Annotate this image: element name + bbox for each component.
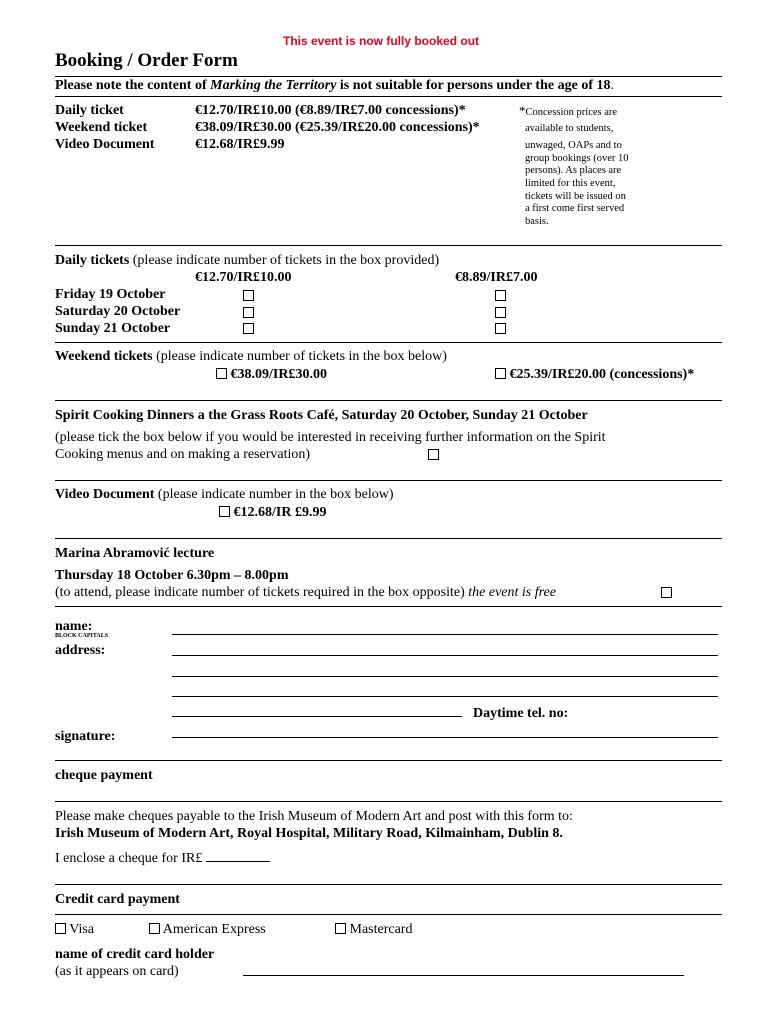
cheque-instruction: Please make cheques payable to the Irish Museum of Modern Art and post with this form to: [55,809,573,824]
divider [55,801,722,802]
divider [55,884,722,885]
spirit-cooking-info-checkbox[interactable] [428,449,439,460]
daily-col-concession-price: €8.89/IR£7.00 [455,270,538,285]
signature-field[interactable] [172,737,718,738]
divider [55,480,722,481]
sunday-full-ticket-box[interactable] [243,323,254,334]
name-field[interactable] [172,634,718,635]
price-value-video: €12.68/IR£9.99 [195,137,285,152]
museum-postal-address: Irish Museum of Modern Art, Royal Hospital, Military Road, Kilmainham, Dublin 8. [55,826,563,841]
age-warning [55,78,614,94]
video-document-box[interactable] [219,506,230,517]
concession-note-line: *Concession prices are [519,103,618,118]
saturday-concession-ticket-box[interactable] [495,307,506,318]
age-warning-post: is not suitable for persons under the age of 18 [336,78,611,93]
cheque-payment-heading: cheque payment [55,768,153,783]
divider [55,245,722,246]
cheque-amount-field[interactable] [206,851,270,862]
credit-card-heading: Credit card payment [55,892,180,907]
concession-note-line: basis. [525,215,549,227]
fully-booked-notice: This event is now fully booked out [283,34,480,48]
spirit-cooking-heading: Spirit Cooking Dinners a the Grass Roots Café, Saturday 20 October, Sunday 21 October [55,408,588,423]
price-value-daily: €12.70/IR£10.00 (€8.89/IR£7.00 concessions)* [195,103,466,118]
cardholder-name-label: name of credit card holder [55,947,215,962]
price-value-weekend: €38.09/IR£30.00 (€25.39/IR£20.00 concessions)* [195,120,480,135]
cardholder-name-note: (as it appears on card) [55,964,179,979]
lecture-free-note: the event is free [468,585,556,600]
video-document-heading: Video Document (please indicate number in the box below) [55,487,394,502]
daytime-phone-label: Daytime tel. no: [473,706,569,721]
concession-note-line: a first come first served [525,203,625,215]
age-warning-period: . [610,78,614,93]
age-warning-pre: Please note the content of [55,78,211,93]
concession-note-line: unwaged, OAPs and to [525,140,622,152]
day-saturday-label: Saturday 20 October [55,304,181,319]
weekend-full-option: €38.09/IR£30.00 [216,367,327,383]
card-option-visa: Visa [55,922,94,938]
page-title: Booking / Order Form [55,50,238,71]
divider [55,96,722,97]
friday-full-ticket-box[interactable] [243,290,254,301]
address-line-4-field[interactable] [172,716,462,717]
weekend-concession-option: €25.39/IR£20.00 (concessions)* [495,367,694,383]
concession-note [519,105,629,228]
weekend-concession-ticket-box[interactable] [495,368,506,379]
concession-note-line: persons). As places are [525,165,622,177]
friday-concession-ticket-box[interactable] [495,290,506,301]
saturday-full-ticket-box[interactable] [243,307,254,318]
price-label-weekend: Weekend ticket [55,120,148,135]
block-capitals-hint: BLOCK CAPITALS [55,633,109,639]
signature-label: signature: [55,729,116,744]
lecture-ticket-box[interactable] [661,587,672,598]
address-line-2-field[interactable] [172,676,718,677]
lecture-heading: Marina Abramović lecture [55,546,215,561]
daily-tickets-heading: Daily tickets (please indicate number of tickets in the box provided) [55,253,440,268]
divider [55,342,722,343]
lecture-time: Thursday 18 October 6.30pm – 8.00pm [55,568,289,583]
spirit-cooking-line-1: (please tick the box below if you would be interested in receiving further information on the Spirit [55,430,606,445]
american-express-checkbox[interactable] [149,923,160,934]
name-label: name: [55,619,93,634]
day-friday-label: Friday 19 October [55,287,166,302]
address-label: address: [55,643,106,658]
card-option-amex: American Express [149,922,266,938]
price-label-daily: Daily ticket [55,103,124,118]
concession-note-line: group bookings (over 10 [525,152,629,164]
divider [55,400,722,401]
address-line-3-field[interactable] [172,696,718,697]
concession-note-line: limited for this event, [525,177,616,189]
price-label-video: Video Document [55,137,155,152]
mastercard-checkbox[interactable] [335,923,346,934]
day-sunday-label: Sunday 21 October [55,321,171,336]
divider [55,538,722,539]
cheque-amount-line: I enclose a cheque for IR£ [55,851,270,867]
work-title: Marking the Territory [210,78,337,93]
sunday-concession-ticket-box[interactable] [495,323,506,334]
visa-checkbox[interactable] [55,923,66,934]
video-document-option: €12.68/IR £9.99 [219,505,326,521]
cardholder-name-field[interactable] [243,975,684,976]
weekend-tickets-heading: Weekend tickets (please indicate number of tickets in the box below) [55,349,447,364]
address-line-1-field[interactable] [172,655,718,656]
concession-note-line: tickets will be issued on [525,190,626,202]
concession-note-line: available to students, [525,122,614,134]
lecture-instruction: (to attend, please indicate number of tickets required in the box opposite) the event is free [55,585,556,600]
spirit-cooking-line-2: Cooking menus and on making a reservation) [55,447,311,462]
divider [55,914,722,915]
weekend-full-ticket-box[interactable] [216,368,227,379]
divider [55,606,722,607]
divider [55,760,722,761]
daily-col-full-price: €12.70/IR£10.00 [195,270,292,285]
card-option-mastercard: Mastercard [335,922,412,938]
divider [55,76,722,77]
